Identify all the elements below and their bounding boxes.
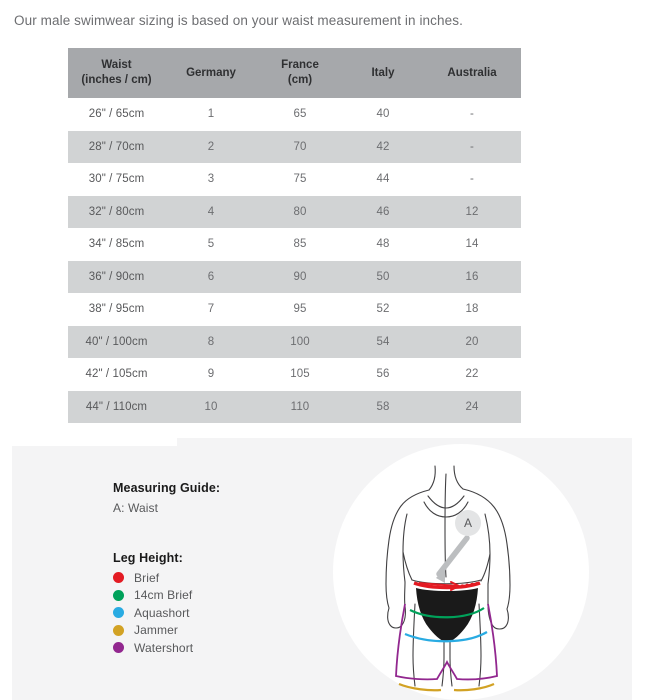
list-item <box>113 604 313 622</box>
intro-text: Our male swimwear sizing is based on your waist measurement in inches. <box>14 13 463 28</box>
cell-australia: 16 <box>465 270 479 283</box>
leg-height-title: Leg Height: <box>113 551 183 565</box>
table-row <box>68 163 521 196</box>
list-item <box>113 639 313 657</box>
cell-france: 70 <box>293 140 307 153</box>
table-row <box>68 228 521 261</box>
band-jammer-gold-left <box>399 684 441 690</box>
color-swatch-icon <box>113 607 124 618</box>
cell-france: 105 <box>290 368 310 381</box>
cell-germany: 5 <box>207 238 215 251</box>
male-torso-illustration-icon <box>333 444 589 700</box>
column-header-france-line1: France <box>281 59 319 72</box>
leg-height-label: Aquashort <box>134 605 190 620</box>
table-header-row <box>68 48 521 98</box>
cell-italy: 56 <box>376 368 390 381</box>
color-swatch-icon <box>113 625 124 636</box>
cell-france: 75 <box>293 173 307 186</box>
cell-italy: 48 <box>376 238 390 251</box>
column-header-waist <box>68 48 165 98</box>
cell-germany: 8 <box>207 335 215 348</box>
cell-waist: 28" / 70cm <box>88 140 145 153</box>
table-row <box>68 326 521 359</box>
column-header-waist-line1: Waist <box>101 59 132 72</box>
table-row <box>68 261 521 294</box>
measuring-point-a: A: Waist <box>113 501 159 515</box>
table-row <box>68 131 521 164</box>
table-body <box>68 98 521 423</box>
measure-point-badge-a-label: A <box>463 516 472 530</box>
cell-france: 85 <box>293 238 307 251</box>
table-row <box>68 293 521 326</box>
cell-waist: 40" / 100cm <box>85 335 148 348</box>
leg-height-label: 14cm Brief <box>134 588 193 603</box>
list-item <box>113 587 313 605</box>
measuring-guide-legend <box>113 481 313 657</box>
leg-height-label: Brief <box>134 570 160 585</box>
column-header-italy-line1: Italy <box>371 66 395 79</box>
color-swatch-icon <box>113 590 124 601</box>
column-header-waist-line2: (inches / cm) <box>81 74 152 86</box>
cell-waist: 34" / 85cm <box>88 238 145 251</box>
callout-arrow-icon <box>436 538 467 583</box>
cell-australia: - <box>470 108 474 121</box>
cell-italy: 54 <box>376 335 390 348</box>
cell-australia: 20 <box>465 335 479 348</box>
list-item <box>113 569 313 587</box>
color-swatch-icon <box>113 572 124 583</box>
cell-australia: 22 <box>465 368 479 381</box>
cell-italy: 46 <box>376 205 390 218</box>
leg-height-list <box>113 569 313 657</box>
cell-australia: 24 <box>465 400 479 413</box>
cell-germany: 7 <box>207 303 215 316</box>
cell-france: 80 <box>293 205 307 218</box>
column-header-italy <box>343 48 423 98</box>
cell-germany: 3 <box>207 173 215 186</box>
cell-australia: - <box>470 140 474 153</box>
table-header <box>68 48 521 98</box>
list-item <box>113 622 313 640</box>
cell-waist: 32" / 80cm <box>88 205 145 218</box>
cell-france: 90 <box>293 270 307 283</box>
cell-germany: 4 <box>207 205 215 218</box>
cell-waist: 42" / 105cm <box>85 368 148 381</box>
cell-germany: 6 <box>207 270 215 283</box>
table-row <box>68 98 521 131</box>
leg-height-label: Jammer <box>134 623 178 638</box>
column-header-germany-line1: Germany <box>186 66 236 79</box>
cell-waist: 38" / 95cm <box>88 303 145 316</box>
column-header-germany <box>165 48 257 98</box>
cell-italy: 40 <box>376 108 390 121</box>
cell-australia: 18 <box>465 303 479 316</box>
table-row <box>68 358 521 391</box>
column-header-australia-line1: Australia <box>447 66 497 79</box>
cell-waist: 36" / 90cm <box>88 270 145 283</box>
cell-germany: 9 <box>207 368 215 381</box>
cell-australia: 12 <box>465 205 479 218</box>
band-jammer-gold-right <box>454 684 494 690</box>
cell-waist: 44" / 110cm <box>85 400 148 413</box>
cell-australia: - <box>470 173 474 186</box>
cell-france: 65 <box>293 108 307 121</box>
color-swatch-icon <box>113 642 124 653</box>
cell-italy: 44 <box>376 173 390 186</box>
cell-france: 95 <box>293 303 307 316</box>
column-header-australia <box>423 48 521 98</box>
body-measurement-figure <box>333 444 589 700</box>
table-row <box>68 196 521 229</box>
cell-france: 110 <box>290 400 310 413</box>
cell-germany: 1 <box>207 108 215 121</box>
cell-australia: 14 <box>465 238 479 251</box>
cell-italy: 50 <box>376 270 390 283</box>
cell-waist: 26" / 65cm <box>88 108 145 121</box>
cell-italy: 52 <box>376 303 390 316</box>
cell-italy: 58 <box>376 400 390 413</box>
cell-italy: 42 <box>376 140 390 153</box>
column-header-france-line2: (cm) <box>287 74 313 86</box>
measure-point-badge-a <box>455 510 481 536</box>
cell-germany: 10 <box>204 400 218 413</box>
table-row <box>68 391 521 424</box>
cell-germany: 2 <box>207 140 215 153</box>
size-chart-table <box>68 48 521 423</box>
leg-height-label: Watershort <box>134 640 194 655</box>
cell-france: 100 <box>290 335 310 348</box>
cell-waist: 30" / 75cm <box>88 173 145 186</box>
measuring-guide-title: Measuring Guide: <box>113 481 221 495</box>
column-header-france <box>257 48 343 98</box>
